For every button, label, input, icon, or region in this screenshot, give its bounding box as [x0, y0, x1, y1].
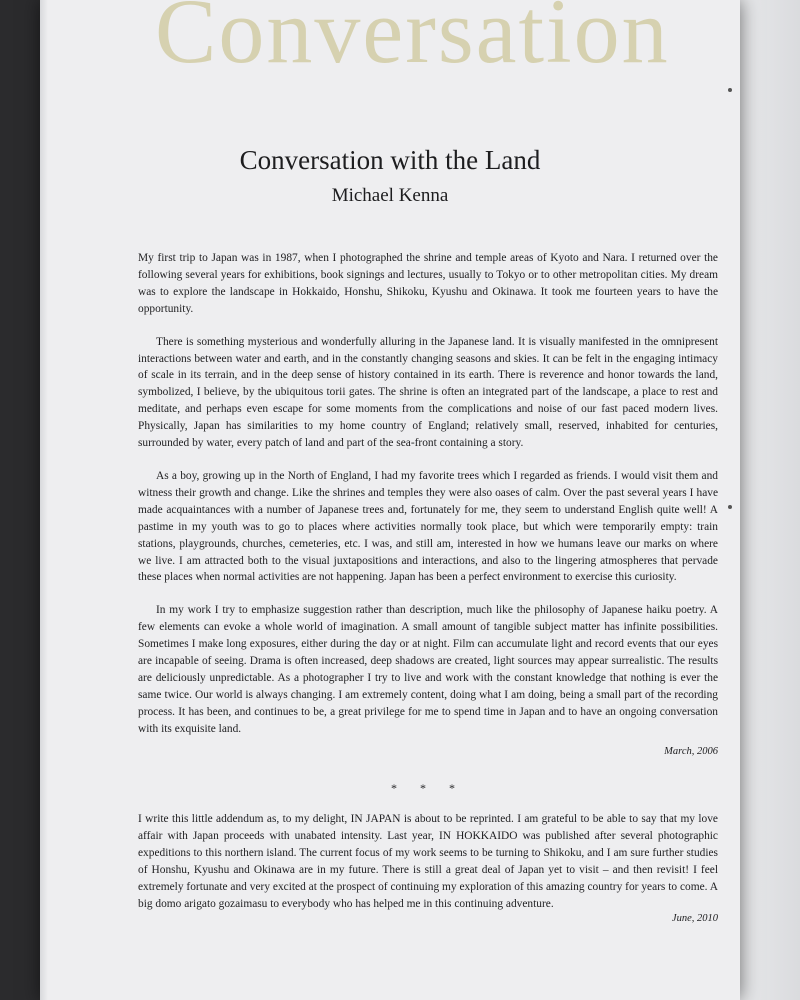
paragraph-2: There is something mysterious and wonderfully alluring in the Japanese land. It is visually manifested in the omnipresent interactions between water and earth, and in the constantly changing seasons and skies. It can be felt in the engaging intimacy of scale in its terrain, and in the deep sense of history contained in its earth. There is reverence and honor towards the land, symbolized, I believe, by the ubiquitous torii gates. The shrine is often an integrated part of the landscape, a place to rest and meditate, and perhaps even escape for some moments from the complications and noise of our fast paced modern lives. Physically, Japan has similarities to my home country of England; relatively small, reserved, inhabited for centuries, surrounded by water, every patch of land and part of the sea-front containing a story. [138, 335, 718, 450]
paragraph-4: In my work I try to emphasize suggestion rather than description, much like the philosophy of Japanese haiku poetry. A few elements can evoke a whole world of imagination. A small amount of tangible subject matter has infinite possibilities. Sometimes I make long exposures, either during the day or at night. Film can accumulate light and record events that our eyes are incapable of seeing. Drama is often increased, deep shadows are created, light sources may appear surrealistic. The results are deliciously unpredictable. As a photographer I try to live and work with the constant knowledge that nothing is ever the same twice. Our world is always changing. I am extremely content, doing what I am doing, being a small part of the recording process. It has been, and continues to be, a great privilege for me to spend time in Japan and to have an ongoing conversation with its exquisite land. [138, 604, 718, 735]
book-page [40, 0, 740, 1000]
section-separator: * * * [391, 781, 465, 796]
addendum-paragraph: I write this little addendum as, to my delight, IN JAPAN is about to be reprinted. I am grateful to be able to say that my love affair with Japan proceeds with unabated intensity. Last year, IN HOKKAIDO was published after several photographic expeditions to this northern island. The current focus of my work seems to be turning to Shikoku, and I am sure further studies of Honshu, Kyushu and Okinawa are in my future. There is still a great deal of Japan yet to visit – and then revisit! I feel extremely fortunate and very excited at the prospect of continuing my exploration of this amazing country for years to come. A big domo arigato gozaimasu to everybody who has helped me in this continuing adventure. [138, 813, 718, 910]
paragraph-1: My first trip to Japan was in 1987, when I photographed the shrine and temple areas of Kyoto and Nara. I returned over the following several years for exhibitions, book signings and lectures, usually to Tokyo or to other metropolitan cities. My dream was to explore the landscape in Hokkaido, Honshu, Shikoku, Kyushu and Okinawa. It took me fourteen years to have the opportunity. [138, 252, 718, 315]
page-dot [728, 505, 732, 509]
date-signature: March, 2006 [664, 745, 718, 757]
paragraph-3: As a boy, growing up in the North of England, I had my favorite trees which I regarded as friends. I would visit them and witness their growth and change. Like the shrines and temples they were also oases of calm. Over the past several years I have made acquaintances with a number of Japanese trees and, fortunately for me, they seem to understand English quite well! A pastime in my youth was to go to places where activities normally took place, but which were temporarily empty: train stations, playgrounds, churches, cemeteries, etc. I was, and still am, interested in how we humans leave our marks on where we live. I am attracted both to the visual juxtapositions and interactions, and also to the lingering atmospheres that pervade these places when normal activities are not happening. Japan has been a perfect environment to exercise this curiosity. [138, 469, 718, 584]
article-body [138, 250, 718, 928]
addendum-date-signature: June, 2010 [671, 912, 718, 924]
page-dot [728, 88, 732, 92]
decorative-heading: Conversation [155, 0, 670, 82]
article-title: Conversation with the Land [239, 145, 541, 175]
article-author: Michael Kenna [331, 185, 449, 206]
